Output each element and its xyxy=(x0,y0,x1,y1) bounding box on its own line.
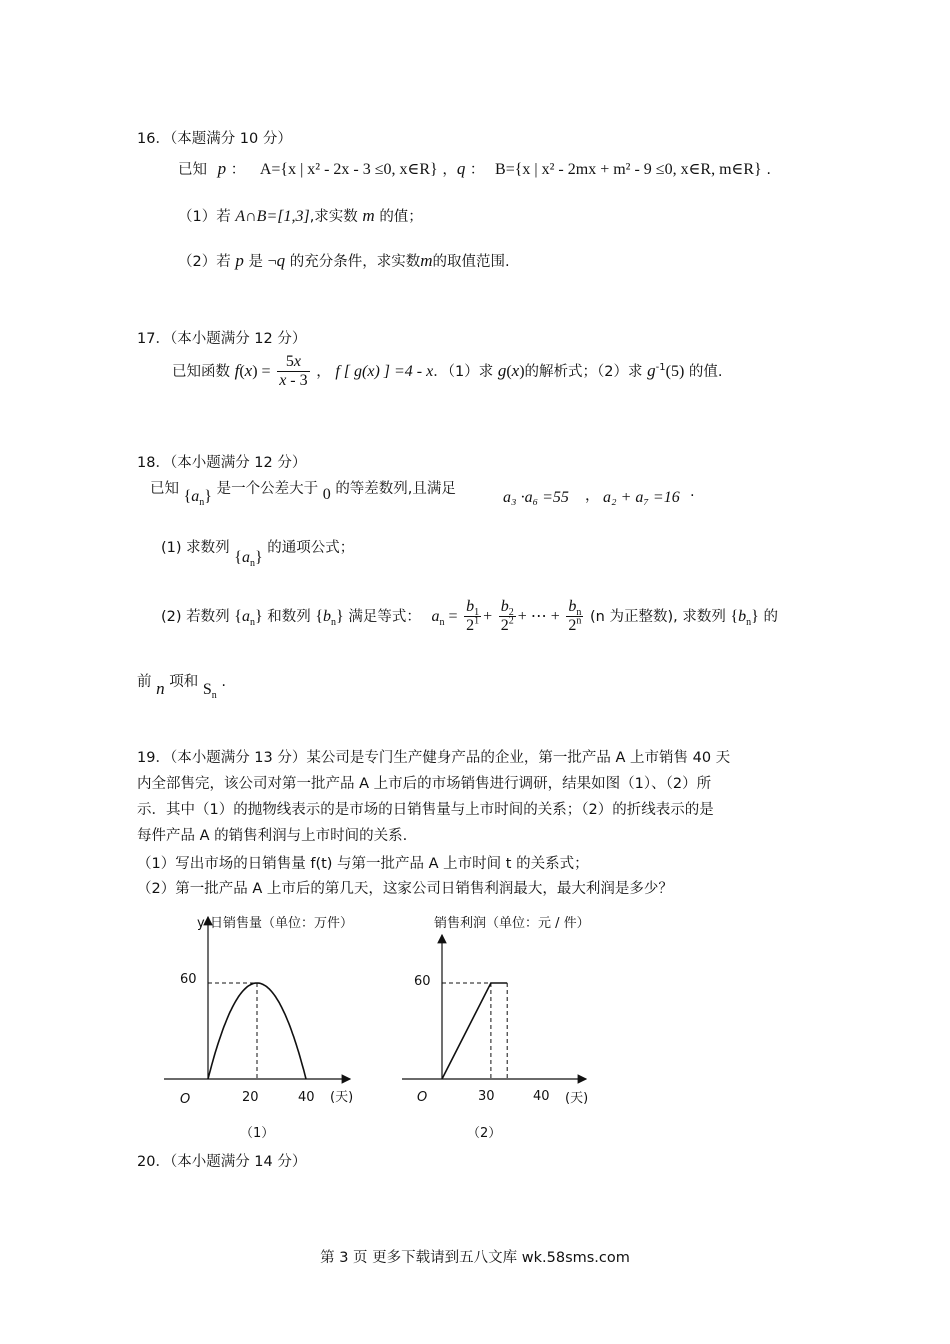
chart2-xtick-40: 40 xyxy=(533,1089,550,1104)
q16-header xyxy=(137,127,292,148)
q17-fraction: $\frac{5x}{x - 3}$ xyxy=(279,353,308,390)
chart2-ytick-60: 60 xyxy=(414,974,431,989)
q17-number: 17． xyxy=(137,331,170,347)
chart2-xtick-30: 30 xyxy=(478,1089,495,1104)
q16-number: 16． xyxy=(137,131,170,147)
q16-score: （本题满分 10 分） xyxy=(169,131,292,147)
q18-tail: 前 n 项和 $S_n$ . xyxy=(137,674,226,702)
q18-condition-1: a₃ ·a₆ =55 xyxy=(503,489,569,506)
q16-set-a: A={x | x² - 2x - 3 ≤0, x∈R} xyxy=(259,161,438,178)
chart1-title: 日销售量（单位：万件） xyxy=(210,916,354,931)
chart1-origin: O xyxy=(180,1092,191,1107)
chart1-caption: （1） xyxy=(240,1126,275,1141)
q16-set-b: B={x | x² - 2mx + m² - 9 ≤0, x∈R, m∈R} xyxy=(495,161,762,178)
chart2-origin: O xyxy=(417,1090,428,1105)
q18-part1: (1) 求数列 $\{a_n\}$ 的通项公式； xyxy=(161,540,355,570)
q19-part1: （1）写出市场的日销售量 f(t) 与第一批产品 A 上市时间 t 的关系式； xyxy=(137,856,589,872)
q18-frac-n: $\frac{b_n}{2^n}$ xyxy=(568,598,582,635)
q17-composition: f [ g(x) ] =4 - x xyxy=(335,362,434,380)
page-footer: 第 3 页 更多下载请到五八文库 wk.58sms.com xyxy=(320,1250,630,1266)
q17-score: （本小题满分 12 分） xyxy=(169,331,307,347)
q16-given: 已知 p ： A={x | x² - 2x - 3 ≤0, x∈R} ，q ： B={x | x² - 2mx + m² - 9 ≤0, x∈R, m∈R} . xyxy=(178,159,771,178)
q17-header xyxy=(137,327,306,348)
q16-part1: （1）若 A∩B=[1,3],求实数 m 的值； xyxy=(178,206,423,225)
q18-frac-2: $\frac{b_2}{2^2}$ xyxy=(500,598,514,635)
q18-number: 18． xyxy=(137,455,170,471)
q19-body: 19．（本小题满分 13 分）某公司是专门生产健身产品的企业，第一批产品 A 上市销售 40 天 内全部售完，该公司对第一批产品 A 上市后的市场销售进行调研，结果如图（1）、（2）所 示．其中（1）的抛物线表示的是市场的日销售量与上市时间的关系；（2）的折线表示的是 每件产品 A 的销售利润与上市时间的关系. xyxy=(137,750,731,844)
q20-header xyxy=(137,1150,306,1171)
chart1-xtick-40: 40 xyxy=(298,1090,315,1105)
chart2-xlabel: (天) xyxy=(565,1091,589,1106)
profit-polyline xyxy=(442,983,507,1079)
chart1-ytick-60: 60 xyxy=(180,972,197,987)
q18-frac-1: $\frac{b_1}{2^1}$ xyxy=(466,598,480,635)
profit-chart xyxy=(390,905,650,1145)
q18-header xyxy=(137,451,306,472)
q18-part2: (2) 若数列 $\{a_n\}$ 和数列 $\{b_n\}$ 满足等式： $a_n$ = $\frac{b_1}{2^1}$ + $\frac{b_2}{2^2}$ + ⋯ + $\frac{b_n}{2^n}$ (n 为正整数), 求数列 $\{b_n\}$ 的 xyxy=(161,598,778,635)
q18-condition-2: a₂ + a₇ =16 xyxy=(603,489,680,506)
q19-number: 19． xyxy=(137,750,170,766)
q19-part2: （2）第一批产品 A 上市后的第几天，这家公司日销售利润最大，最大利润是多少？ xyxy=(137,881,673,897)
chart1-xtick-20: 20 xyxy=(242,1090,259,1105)
q20-score: （本小题满分 14 分） xyxy=(169,1154,307,1170)
q19-score: （本小题满分 13 分） xyxy=(169,750,307,766)
q17-body: 已知函数 f(x) = $\frac{5x}{x - 3}$ ， f [ g(x) ] =4 - x．（1）求 g(x)的解析式；（2）求 $g^{-1}(5)$ 的值. xyxy=(172,353,723,390)
q16-part2: （2）若 p 是 ¬q 的充分条件，求实数m的取值范围. xyxy=(178,251,510,270)
q18-given: 已知 $\{a_n\}$ 是一个公差大于 0 的等差数列,且满足 xyxy=(150,481,456,509)
q20-number: 20． xyxy=(137,1154,170,1170)
q18-score: （本小题满分 12 分） xyxy=(169,455,307,471)
chart2-title: 销售利润（单位：元 / 件） xyxy=(434,916,590,931)
chart2-caption: （2） xyxy=(467,1126,502,1141)
y-axis-letter: y xyxy=(197,916,205,931)
chart1-xlabel: (天) xyxy=(330,1090,354,1105)
q16-intersection: A∩B=[1,3] xyxy=(235,208,310,225)
